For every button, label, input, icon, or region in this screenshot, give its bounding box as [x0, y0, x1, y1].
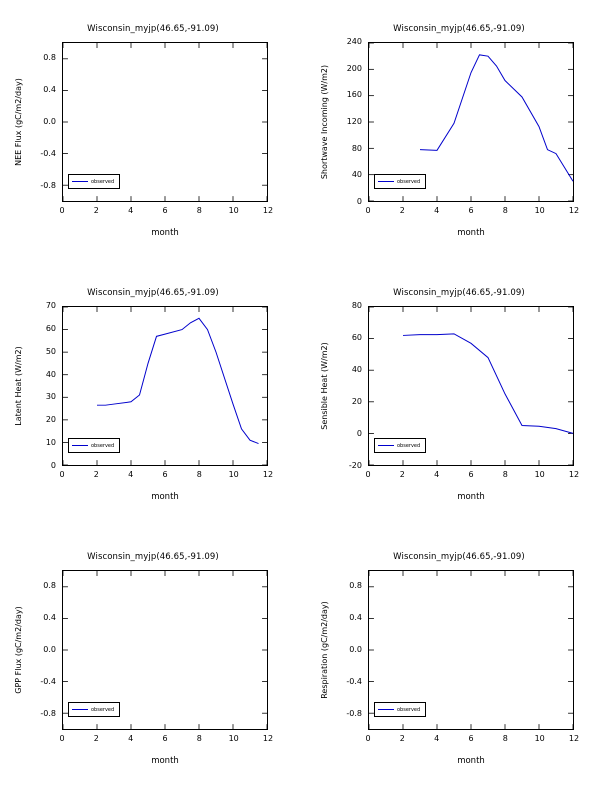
y-tick-label: 0.4 [43, 613, 56, 622]
x-tick-label: 4 [128, 206, 134, 215]
chart-panel [306, 528, 612, 792]
x-tick-label: 2 [93, 206, 99, 215]
x-tick-label: 10 [534, 470, 545, 479]
legend-label: observed [91, 178, 115, 185]
y-tick-label: 30 [45, 392, 56, 402]
x-tick-label: 0 [59, 470, 65, 479]
x-tick-label: 10 [228, 734, 239, 743]
x-tick-label: 10 [228, 470, 239, 479]
y-tick-label: -0.8 [40, 181, 56, 190]
x-tick-label: 8 [196, 734, 202, 743]
y-tick-label: 0.0 [43, 645, 56, 654]
y-tick-label: -20 [348, 461, 362, 470]
x-tick-label: 8 [502, 206, 508, 215]
x-tick-label: 12 [568, 734, 580, 743]
x-axis-label: month [151, 492, 179, 502]
chart-title: Wisconsin_myjp(46.65,-91.09) [87, 288, 219, 298]
x-tick-label: 2 [93, 734, 99, 743]
x-tick-label: 8 [502, 470, 508, 479]
legend-line-icon [72, 709, 88, 710]
legend-line-icon [378, 445, 394, 446]
y-tick-label: 40 [351, 170, 362, 180]
y-tick-label: 0 [356, 197, 362, 206]
chart-panel [306, 264, 612, 528]
legend-line-icon [378, 709, 394, 710]
data-series-line [403, 334, 573, 434]
x-axis-label: month [457, 492, 485, 502]
y-tick-label: 40 [45, 369, 56, 379]
x-tick-label: 0 [365, 470, 371, 479]
x-tick-label: 10 [228, 206, 239, 215]
legend [68, 174, 120, 189]
x-tick-label: 8 [196, 206, 202, 215]
x-tick-label: 4 [434, 734, 440, 743]
y-tick-label: 60 [45, 323, 56, 333]
x-tick-label: 6 [468, 206, 474, 215]
x-tick-label: 2 [399, 470, 405, 479]
legend [374, 174, 426, 189]
legend-line-icon [72, 181, 88, 182]
legend-label: observed [397, 442, 421, 449]
y-tick-label: 60 [351, 333, 362, 342]
legend-label: observed [91, 706, 115, 713]
chart-panel [0, 528, 306, 792]
y-axis-label: Sensible Heat (W/m2) [320, 342, 329, 430]
legend-line-icon [72, 445, 88, 446]
y-tick-label: 0.4 [43, 85, 56, 94]
legend [68, 438, 120, 453]
x-axis-label: month [457, 756, 485, 766]
chart-panel [0, 264, 306, 528]
x-tick-label: 12 [262, 470, 274, 479]
chart-panel [0, 0, 306, 264]
y-tick-label: 70 [45, 301, 56, 310]
chart-title: Wisconsin_myjp(46.65,-91.09) [87, 552, 219, 562]
x-tick-label: 10 [534, 206, 545, 215]
x-tick-label: 2 [399, 734, 405, 743]
x-tick-label: 6 [162, 470, 168, 479]
x-tick-label: 12 [262, 734, 274, 743]
y-axis-label: Shortwave Incoming (W/m2) [320, 64, 329, 180]
y-tick-label: -0.8 [346, 709, 362, 718]
y-tick-label: 0.8 [43, 53, 56, 62]
x-axis-label: month [457, 228, 485, 238]
legend-label: observed [91, 442, 115, 449]
y-tick-label: 200 [346, 63, 362, 73]
y-tick-label: 50 [45, 346, 56, 356]
chart-title: Wisconsin_myjp(46.65,-91.09) [393, 24, 525, 34]
x-tick-label: 2 [93, 470, 99, 479]
chart-title: Wisconsin_myjp(46.65,-91.09) [87, 24, 219, 34]
y-tick-label: 80 [351, 143, 362, 153]
y-axis-label: GPP Flux (gC/m2/day) [14, 606, 23, 694]
y-tick-label: 0.4 [349, 613, 362, 622]
y-tick-label: 20 [351, 397, 362, 406]
x-tick-label: 12 [262, 206, 274, 215]
y-tick-label: 0 [356, 429, 362, 438]
y-tick-label: 0.8 [349, 581, 362, 590]
legend [374, 702, 426, 717]
x-axis-label: month [151, 228, 179, 238]
x-tick-label: 4 [434, 206, 440, 215]
y-tick-label: 20 [45, 415, 56, 425]
y-axis-label: Respiration (gC/m2/day) [320, 601, 329, 699]
y-tick-label: 40 [351, 365, 362, 374]
x-tick-label: 8 [502, 734, 508, 743]
x-tick-label: 2 [399, 206, 405, 215]
y-tick-label: -0.4 [40, 149, 56, 158]
data-series-line [97, 318, 259, 443]
x-tick-label: 4 [128, 734, 134, 743]
x-tick-label: 0 [365, 206, 371, 215]
legend-line-icon [378, 181, 394, 182]
x-tick-label: 4 [434, 470, 440, 479]
legend-label: observed [397, 178, 421, 185]
x-tick-label: 6 [162, 734, 168, 743]
legend [68, 702, 120, 717]
x-tick-label: 4 [128, 470, 134, 479]
y-axis-label: NEE Flux (gC/m2/day) [14, 78, 23, 166]
x-tick-label: 8 [196, 470, 202, 479]
y-tick-label: 0.0 [43, 117, 56, 126]
legend-label: observed [397, 706, 421, 713]
y-tick-label: -0.4 [40, 677, 56, 686]
x-tick-label: 0 [365, 734, 371, 743]
y-axis-label: Latent Heat (W/m2) [14, 346, 23, 426]
y-tick-label: 160 [346, 90, 362, 100]
y-tick-label: 240 [346, 37, 362, 46]
chart-panel [306, 0, 612, 264]
y-tick-label: 10 [45, 438, 56, 448]
x-tick-label: 10 [534, 734, 545, 743]
chart-title: Wisconsin_myjp(46.65,-91.09) [393, 288, 525, 298]
x-tick-label: 0 [59, 206, 65, 215]
data-series-line [420, 55, 573, 181]
y-tick-label: 80 [351, 301, 362, 310]
x-tick-label: 12 [568, 470, 580, 479]
y-tick-label: 0.8 [43, 581, 56, 590]
x-tick-label: 6 [468, 734, 474, 743]
x-tick-label: 6 [468, 470, 474, 479]
y-tick-label: -0.8 [40, 709, 56, 718]
x-axis-label: month [151, 756, 179, 766]
chart-title: Wisconsin_myjp(46.65,-91.09) [393, 552, 525, 562]
legend [374, 438, 426, 453]
y-tick-label: 0.0 [349, 645, 362, 654]
x-tick-label: 6 [162, 206, 168, 215]
y-tick-label: -0.4 [346, 677, 362, 686]
x-tick-label: 12 [568, 206, 580, 215]
x-tick-label: 0 [59, 734, 65, 743]
y-tick-label: 120 [346, 117, 362, 126]
y-tick-label: 0 [50, 461, 56, 470]
